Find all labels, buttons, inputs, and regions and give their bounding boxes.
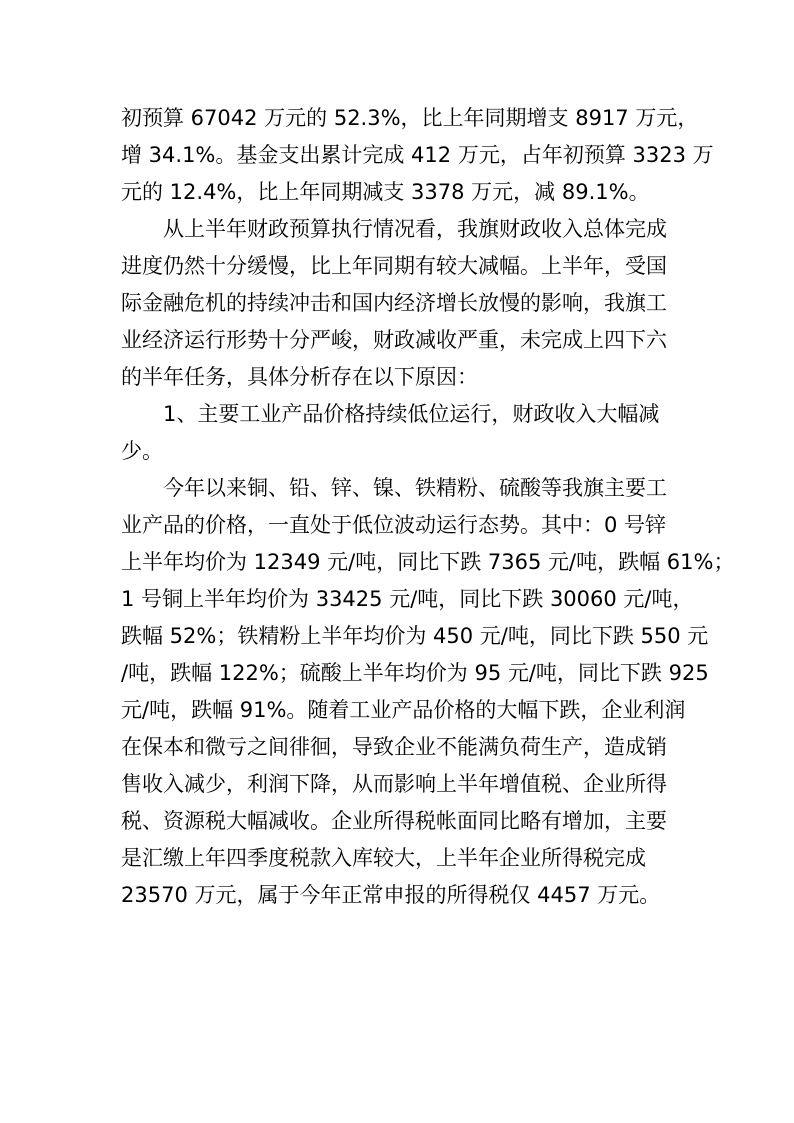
text-line: 进度仍然十分缓慢，比上年同期有较大减幅。上半年，受国 (121, 254, 667, 278)
text-line: 元/吨，跌幅 91%。随着工业产品价格的大幅下跌，企业利润 (121, 698, 686, 722)
text-line: 售收入减少，利润下降，从而影响上半年增值税、企业所得 (121, 772, 667, 796)
text-line: 增 34.1%。基金支出累计完成 412 万元，占年初预算 3323 万 (121, 143, 714, 167)
text-line: 业产品的价格，一直处于低位波动运行态势。其中：0 号锌 (121, 513, 667, 537)
text-line: 1 号铜上半年均价为 33425 元/吨，同比下跌 30060 元/吨， (121, 587, 694, 611)
document-page (121, 100, 735, 914)
text-line: 的半年任务，具体分析存在以下原因： (121, 365, 478, 389)
text-line: 1、主要工业产品价格持续低位运行，财政收入大幅减 (163, 402, 660, 426)
text-line: 业经济运行形势十分严峻，财政减收严重，未完成上四下六 (121, 328, 667, 352)
text-line: 税、资源税大幅减收。企业所得税帐面同比略有增加，主要 (121, 809, 667, 833)
paragraph-price-detail (121, 470, 735, 914)
paragraph-budget-summary (121, 100, 714, 211)
text-line: 23570 万元，属于今年正常申报的所得税仅 4457 万元。 (121, 883, 661, 907)
text-line: 从上半年财政预算执行情况看，我旗财政收入总体完成 (163, 217, 667, 241)
paragraph-heading-1 (121, 396, 691, 470)
text-line: 是汇缴上年四季度税款入库较大，上半年企业所得税完成 (121, 846, 646, 870)
text-line: 少。 (121, 439, 163, 463)
text-line: /吨，跌幅 122%；硫酸上半年均价为 95 元/吨，同比下跌 925 (121, 661, 709, 685)
text-line: 跌幅 52%；铁精粉上半年均价为 450 元/吨，同比下跌 550 元 (121, 624, 709, 648)
text-line: 在保本和微亏之间徘徊，导致企业不能满负荷生产，造成销 (121, 735, 667, 759)
text-line: 初预算 67042 万元的 52.3%，比上年同期增支 8917 万元， (121, 106, 699, 130)
paragraph-analysis-intro (121, 211, 691, 396)
text-line: 上半年均价为 12349 元/吨，同比下跌 7365 元/吨，跌幅 61%； (121, 550, 735, 574)
text-line: 元的 12.4%，比上年同期减支 3378 万元，减 89.1%。 (121, 180, 650, 204)
text-line: 际金融危机的持续冲击和国内经济增长放慢的影响，我旗工 (121, 291, 667, 315)
text-line: 今年以来铜、铅、锌、镍、铁精粉、硫酸等我旗主要工 (163, 476, 667, 500)
